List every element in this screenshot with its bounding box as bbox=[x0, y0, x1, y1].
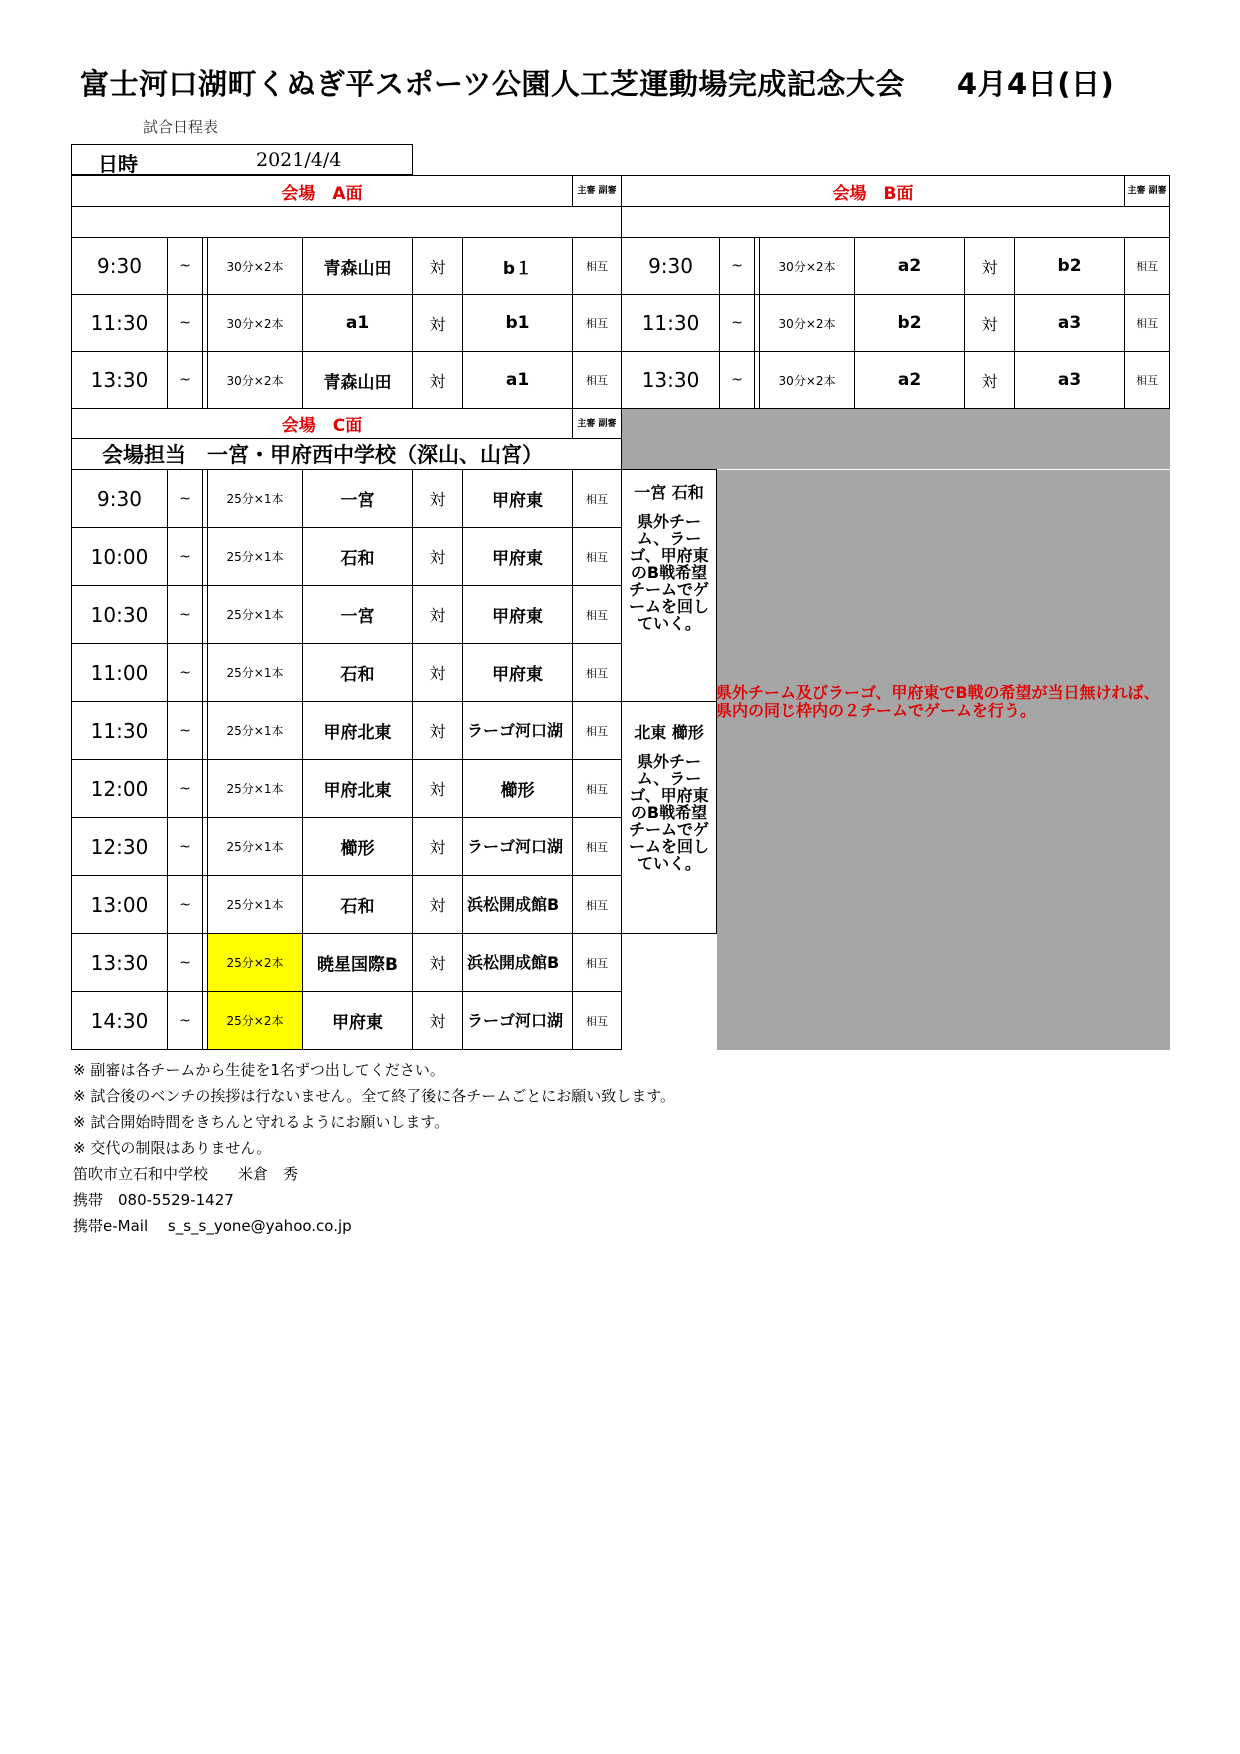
tilde: ~ bbox=[168, 295, 203, 352]
referee-mutual: 相互 bbox=[573, 528, 622, 586]
away-team: a3 bbox=[1015, 295, 1125, 352]
match-duration: 25分×1本 bbox=[208, 760, 303, 818]
match-time: 11:30 bbox=[72, 295, 168, 352]
match-duration: 30分×2本 bbox=[760, 238, 855, 295]
versus-label: 対 bbox=[965, 238, 1015, 295]
court-ab-table bbox=[71, 175, 1170, 409]
home-team: 石和 bbox=[303, 876, 413, 934]
home-team: 甲府北東 bbox=[303, 760, 413, 818]
away-team: 浜松開成館B bbox=[463, 876, 573, 934]
match-time: 9:30 bbox=[72, 470, 168, 528]
home-team: a2 bbox=[855, 238, 965, 295]
match-duration: 25分×1本 bbox=[208, 528, 303, 586]
title-date: 4月4日(日) bbox=[956, 67, 1115, 101]
tilde: ~ bbox=[168, 992, 203, 1050]
referee-mutual: 相互 bbox=[573, 295, 622, 352]
court-b-blank-row bbox=[622, 207, 1170, 238]
match-time: 13:30 bbox=[72, 934, 168, 992]
match-time: 9:30 bbox=[622, 238, 720, 295]
referee-mutual: 相互 bbox=[573, 702, 622, 760]
blank-cell bbox=[622, 934, 717, 1050]
venue-b-heading: 会場 B面 bbox=[622, 176, 1125, 207]
table-row bbox=[72, 470, 1170, 528]
match-duration: 25分×1本 bbox=[208, 702, 303, 760]
match-time: 13:30 bbox=[72, 352, 168, 409]
tilde: ~ bbox=[168, 818, 203, 876]
referee-mutual: 相互 bbox=[573, 818, 622, 876]
note-line: ※ 試合後のベンチの挨拶は行ないません。全て終了後に各チームごとにお願い致します。 bbox=[73, 1087, 676, 1105]
home-team: a1 bbox=[303, 295, 413, 352]
match-duration: 25分×2本 bbox=[208, 934, 303, 992]
side-group-2-text: 県外チーム、ラーゴ、甲府東のB戦希望チームでゲームを回していく。 bbox=[628, 752, 709, 873]
contact-school: 笛吹市立石和中学校 米倉 秀 bbox=[73, 1165, 299, 1183]
home-team: 櫛形 bbox=[303, 818, 413, 876]
venue-c-heading: 会場 C面 bbox=[72, 409, 573, 439]
subtitle: 試合日程表 bbox=[143, 118, 219, 136]
versus-label: 対 bbox=[413, 295, 463, 352]
date-value: 2021/4/4 bbox=[256, 149, 342, 171]
home-team: 青森山田 bbox=[303, 352, 413, 409]
tilde: ~ bbox=[168, 702, 203, 760]
versus-label: 対 bbox=[413, 352, 463, 409]
referee-mutual: 相互 bbox=[573, 352, 622, 409]
court-a-blank-row bbox=[72, 207, 622, 238]
versus-label: 対 bbox=[413, 644, 463, 702]
match-duration: 25分×1本 bbox=[208, 470, 303, 528]
tilde: ~ bbox=[168, 470, 203, 528]
match-duration: 30分×2本 bbox=[208, 352, 303, 409]
referee-mutual: 相互 bbox=[573, 238, 622, 295]
match-time: 10:30 bbox=[72, 586, 168, 644]
versus-label: 対 bbox=[965, 295, 1015, 352]
side-group-1 bbox=[622, 470, 717, 702]
versus-label: 対 bbox=[413, 818, 463, 876]
versus-label: 対 bbox=[413, 528, 463, 586]
home-team: 一宮 bbox=[303, 586, 413, 644]
tilde: ~ bbox=[720, 295, 755, 352]
away-team: b2 bbox=[1015, 238, 1125, 295]
referee-mutual: 相互 bbox=[573, 876, 622, 934]
side-group-1-text: 県外チーム、ラーゴ、甲府東のB戦希望チームでゲームを回していく。 bbox=[628, 512, 709, 633]
venue-a-heading: 会場 A面 bbox=[72, 176, 573, 207]
match-duration: 25分×1本 bbox=[208, 586, 303, 644]
tilde: ~ bbox=[168, 644, 203, 702]
away-team: 甲府東 bbox=[463, 586, 573, 644]
match-time: 12:30 bbox=[72, 818, 168, 876]
referee-mutual: 相互 bbox=[573, 992, 622, 1050]
venue-staff: 会場担当 一宮・甲府西中学校（深山、山宮） bbox=[72, 439, 622, 470]
note-line: ※ 副審は各チームから生徒を1名ずつ出してください。 bbox=[73, 1061, 445, 1079]
tilde: ~ bbox=[168, 934, 203, 992]
date-header-box bbox=[71, 144, 413, 175]
table-row bbox=[72, 238, 1170, 295]
versus-label: 対 bbox=[965, 352, 1015, 409]
home-team: 一宮 bbox=[303, 470, 413, 528]
referee-header-b: 主審 副審 bbox=[1125, 176, 1170, 207]
referee-mutual: 相互 bbox=[1125, 238, 1170, 295]
contact-phone: 携帯 080-5529-1427 bbox=[73, 1191, 234, 1209]
referee-mutual: 相互 bbox=[573, 760, 622, 818]
home-team: 石和 bbox=[303, 528, 413, 586]
home-team: 甲府北東 bbox=[303, 702, 413, 760]
home-team: a2 bbox=[855, 352, 965, 409]
tilde: ~ bbox=[168, 238, 203, 295]
away-team: a3 bbox=[1015, 352, 1125, 409]
away-team: 浜松開成館B bbox=[463, 934, 573, 992]
referee-mutual: 相互 bbox=[573, 934, 622, 992]
referee-header-a: 主審 副審 bbox=[573, 176, 622, 207]
referee-mutual: 相互 bbox=[1125, 295, 1170, 352]
tilde: ~ bbox=[720, 352, 755, 409]
versus-label: 対 bbox=[413, 586, 463, 644]
match-duration: 30分×2本 bbox=[760, 352, 855, 409]
away-team: 甲府東 bbox=[463, 470, 573, 528]
versus-label: 対 bbox=[413, 760, 463, 818]
match-duration: 25分×1本 bbox=[208, 876, 303, 934]
note-line: ※ 試合開始時間をきちんと守れるようにお願いします。 bbox=[73, 1113, 450, 1131]
referee-header-c: 主審 副審 bbox=[573, 409, 622, 439]
match-duration: 25分×2本 bbox=[208, 992, 303, 1050]
gray-block bbox=[717, 470, 1170, 1050]
match-time: 11:30 bbox=[622, 295, 720, 352]
away-team: 櫛形 bbox=[463, 760, 573, 818]
tilde: ~ bbox=[168, 528, 203, 586]
match-time: 12:00 bbox=[72, 760, 168, 818]
referee-mutual: 相互 bbox=[573, 470, 622, 528]
match-duration: 30分×2本 bbox=[760, 295, 855, 352]
match-time: 9:30 bbox=[72, 238, 168, 295]
match-duration: 30分×2本 bbox=[208, 295, 303, 352]
match-time: 13:30 bbox=[622, 352, 720, 409]
table-row bbox=[72, 352, 1170, 409]
home-team: 石和 bbox=[303, 644, 413, 702]
footnotes bbox=[73, 1057, 675, 1239]
versus-label: 対 bbox=[413, 934, 463, 992]
versus-label: 対 bbox=[413, 238, 463, 295]
match-duration: 25分×1本 bbox=[208, 818, 303, 876]
away-team: 甲府東 bbox=[463, 528, 573, 586]
referee-mutual: 相互 bbox=[573, 586, 622, 644]
away-team: ラーゴ河口湖 bbox=[463, 702, 573, 760]
versus-label: 対 bbox=[413, 702, 463, 760]
match-time: 11:30 bbox=[72, 702, 168, 760]
match-time: 13:00 bbox=[72, 876, 168, 934]
side-group-2-title: 北東 櫛形 bbox=[634, 723, 704, 742]
away-team: ラーゴ河口湖 bbox=[463, 992, 573, 1050]
contact-email: 携帯e-Mail s_s_s_yone@yahoo.co.jp bbox=[73, 1217, 352, 1235]
away-team: ラーゴ河口湖 bbox=[463, 818, 573, 876]
versus-label: 対 bbox=[413, 992, 463, 1050]
tilde: ~ bbox=[168, 876, 203, 934]
document-title bbox=[80, 62, 1114, 103]
match-duration: 25分×1本 bbox=[208, 644, 303, 702]
date-label: 日時 bbox=[98, 152, 138, 176]
away-team: a1 bbox=[463, 352, 573, 409]
gray-block-top bbox=[622, 409, 1170, 470]
home-team: 甲府東 bbox=[303, 992, 413, 1050]
versus-label: 対 bbox=[413, 470, 463, 528]
match-time: 14:30 bbox=[72, 992, 168, 1050]
note-line: ※ 交代の制限はありません。 bbox=[73, 1139, 272, 1157]
match-time: 10:00 bbox=[72, 528, 168, 586]
table-row bbox=[72, 295, 1170, 352]
away-team: 甲府東 bbox=[463, 644, 573, 702]
red-note: 県外チーム及びラーゴ、甲府東でB戦の希望が当日無ければ、県内の同じ枠内の２チームでゲームを行う。 bbox=[716, 683, 1160, 720]
home-team: b2 bbox=[855, 295, 965, 352]
referee-mutual: 相互 bbox=[1125, 352, 1170, 409]
side-group-1-title: 一宮 石和 bbox=[634, 483, 704, 502]
referee-mutual: 相互 bbox=[573, 644, 622, 702]
versus-label: 対 bbox=[413, 876, 463, 934]
home-team: 青森山田 bbox=[303, 238, 413, 295]
title-text: 富士河口湖町くぬぎ平スポーツ公園人工芝運動場完成記念大会 bbox=[80, 67, 905, 101]
tilde: ~ bbox=[168, 586, 203, 644]
tilde: ~ bbox=[720, 238, 755, 295]
side-group-2 bbox=[622, 702, 717, 934]
tilde: ~ bbox=[168, 352, 203, 409]
match-duration: 30分×2本 bbox=[208, 238, 303, 295]
away-team: b１ bbox=[463, 238, 573, 295]
away-team: b1 bbox=[463, 295, 573, 352]
match-time: 11:00 bbox=[72, 644, 168, 702]
tilde: ~ bbox=[168, 760, 203, 818]
home-team: 暁星国際B bbox=[303, 934, 413, 992]
court-c-table bbox=[71, 408, 1170, 1050]
